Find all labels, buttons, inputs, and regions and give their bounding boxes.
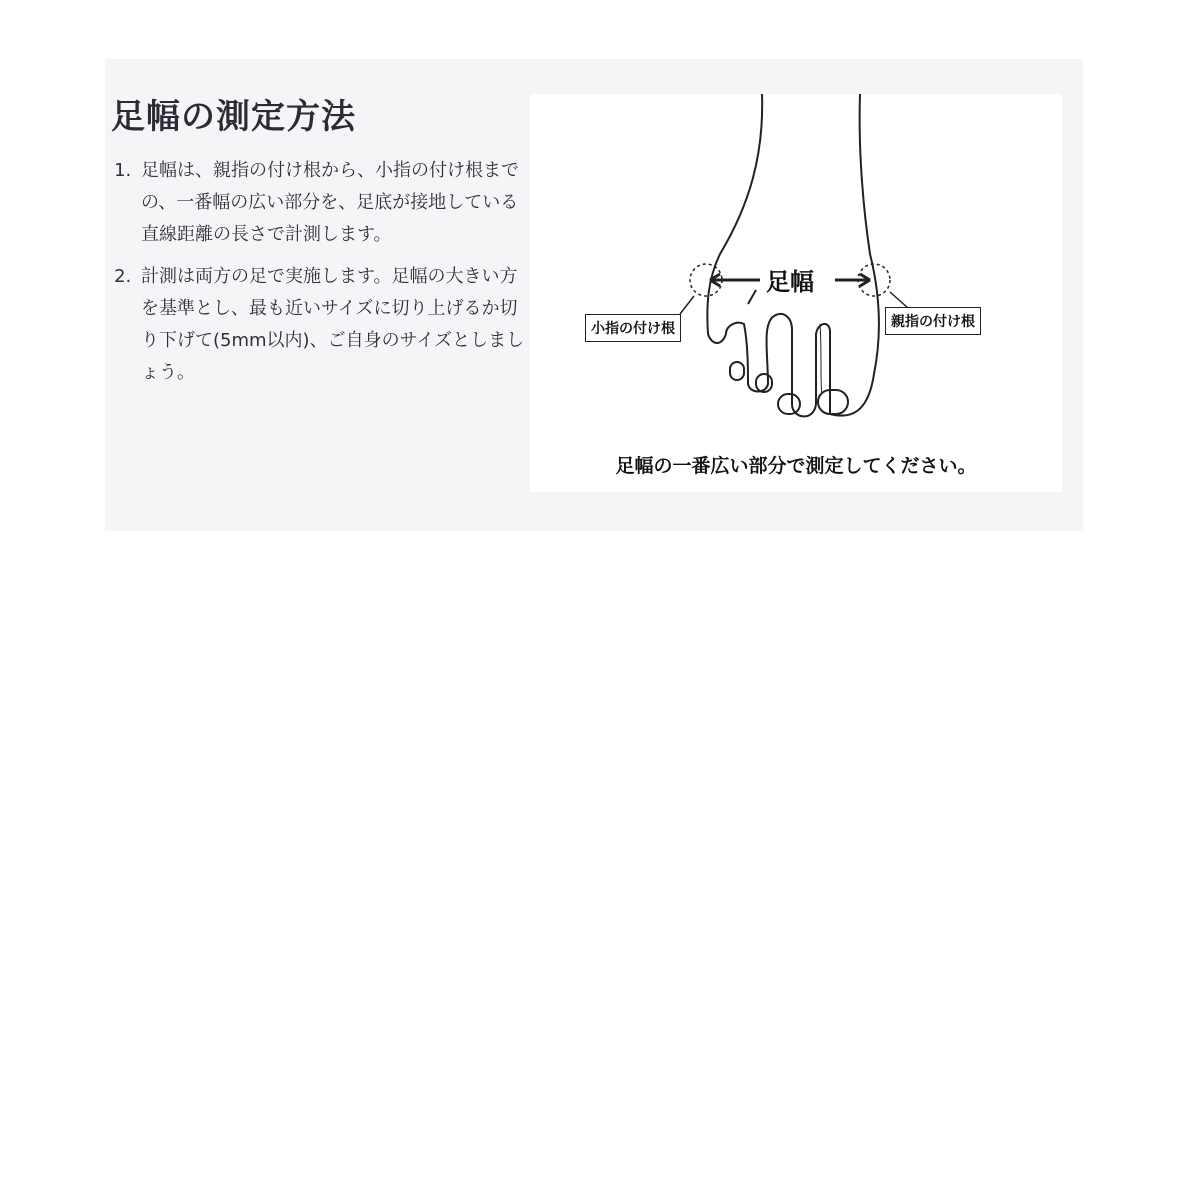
instruction-list [111,155,527,399]
instruction-step: 1. 足幅は、親指の付け根から、小指の付け根までの、一番幅の広い部分を、足底が接地している直線距離の長さで計測します。 [137,155,527,251]
measurement-panel [105,59,1083,531]
instruction-step: 2. 計測は両方の足で実施します。足幅の大きい方を基準とし、最も近いサイズに切り上げるか切り下げて(5mm以内)、ご自身のサイズとしましょう。 [137,261,527,389]
little-toe-label: 小指の付け根 [585,314,681,342]
foot-width-label: 足幅 [766,268,814,296]
big-toe-label: 親指の付け根 [885,307,981,335]
figure-caption: 足幅の一番広い部分で測定してください。 [615,455,977,477]
page-title: 足幅の測定方法 [111,97,356,137]
foot-illustration [530,94,1062,492]
